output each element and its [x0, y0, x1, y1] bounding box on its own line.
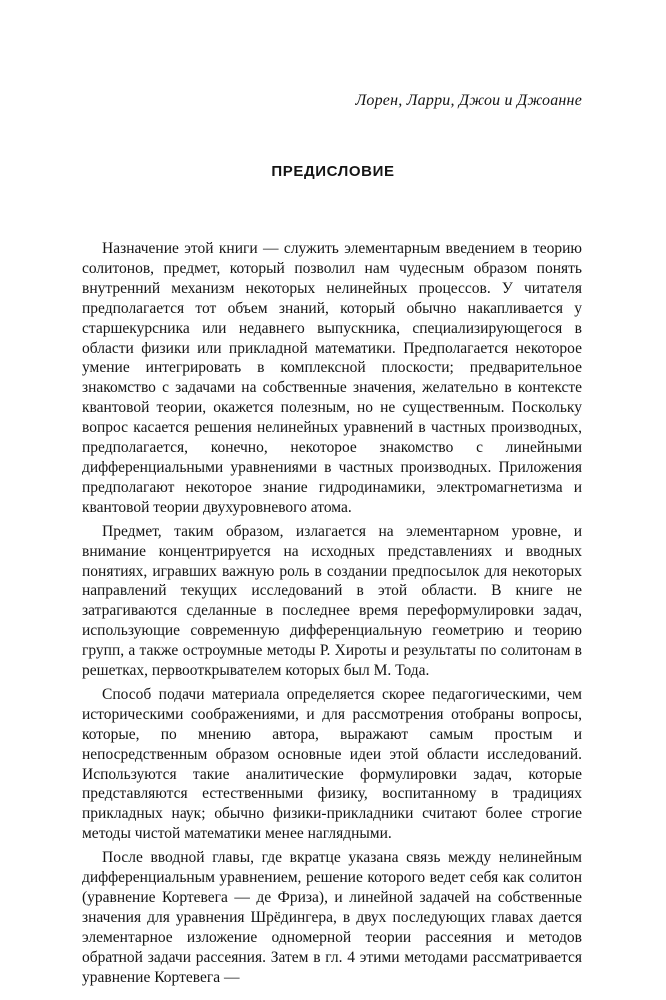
paragraph-1: Назначение этой книги — служить элементарным введением в теорию солитонов, предмет, который позволил нам чудесным образом понять внутренний механизм некоторых нелинейных процессов. У читателя предполагается тот объем знаний, который обычно накапливается у старшекурсника или недавнего выпускника, специализирующегося в области физики или прикладной математики. Предполагается некоторое умение интегрировать в комплексной плоскости; предварительное знакомство с задачами на собственные значения, желательно в контексте квантовой теории, окажется полезным, но не существенным. Поскольку вопрос касается решения нелинейных уравнений в частных производных, предполагается, конечно, некоторое знакомство с линейными дифференциальными уравнениями в частных производных. Приложения предполагают некоторое знание гидродинамики, электромагнетизма и квантовой теории двухуровневого атома. — [82, 240, 582, 516]
paragraph-4: После вводной главы, где вкратце указана связь между нелинейным дифференциальным уравнением, решение которого ведет себя как солитон (уравнение Кортевега — де Фриза), и линейной задачей на собственные значения для уравнения Шрёдингера, в двух последующих главах дается элементарное изложение одномерной теории рассеяния и методов обратной задачи рассеяния. Затем в гл. 4 этими методами рассматривается уравнение Кортевега — — [82, 849, 582, 986]
page-title: ПРЕДИСЛОВИЕ — [271, 163, 395, 180]
paragraph-2: Предмет, таким образом, излагается на элементарном уровне, и внимание концентрируется на исходных представлениях и вводных понятиях, игравших важную роль в создании предпосылок для некоторых направлений текущих исследований в этой области. В книге не затрагиваются сделанные в последнее время переформулировки задач, использующие современную дифференциальную геометрию и теорию групп, а также остроумные методы Р. Хироты и результаты по солитонам в решетках, первооткрывателем которых был М. Тода. — [82, 522, 582, 680]
dedication: Лорен, Ларри, Джои и Джоанне — [355, 92, 582, 109]
preface-body — [82, 239, 582, 992]
paragraph-3: Способ подачи материала определяется скорее педагогическими, чем историческими соображениями, и для рассмотрения отобраны вопросы, которые, по мнению автора, выражают самым простым и непосредственным образом основные идеи этой области исследований. Используются такие аналитические формулировки задач, которые представляются естественными физику, воспитанному в традициях прикладных наук; обычно физики-прикладники считают более строгие методы чистой математики менее наглядными. — [82, 685, 582, 843]
